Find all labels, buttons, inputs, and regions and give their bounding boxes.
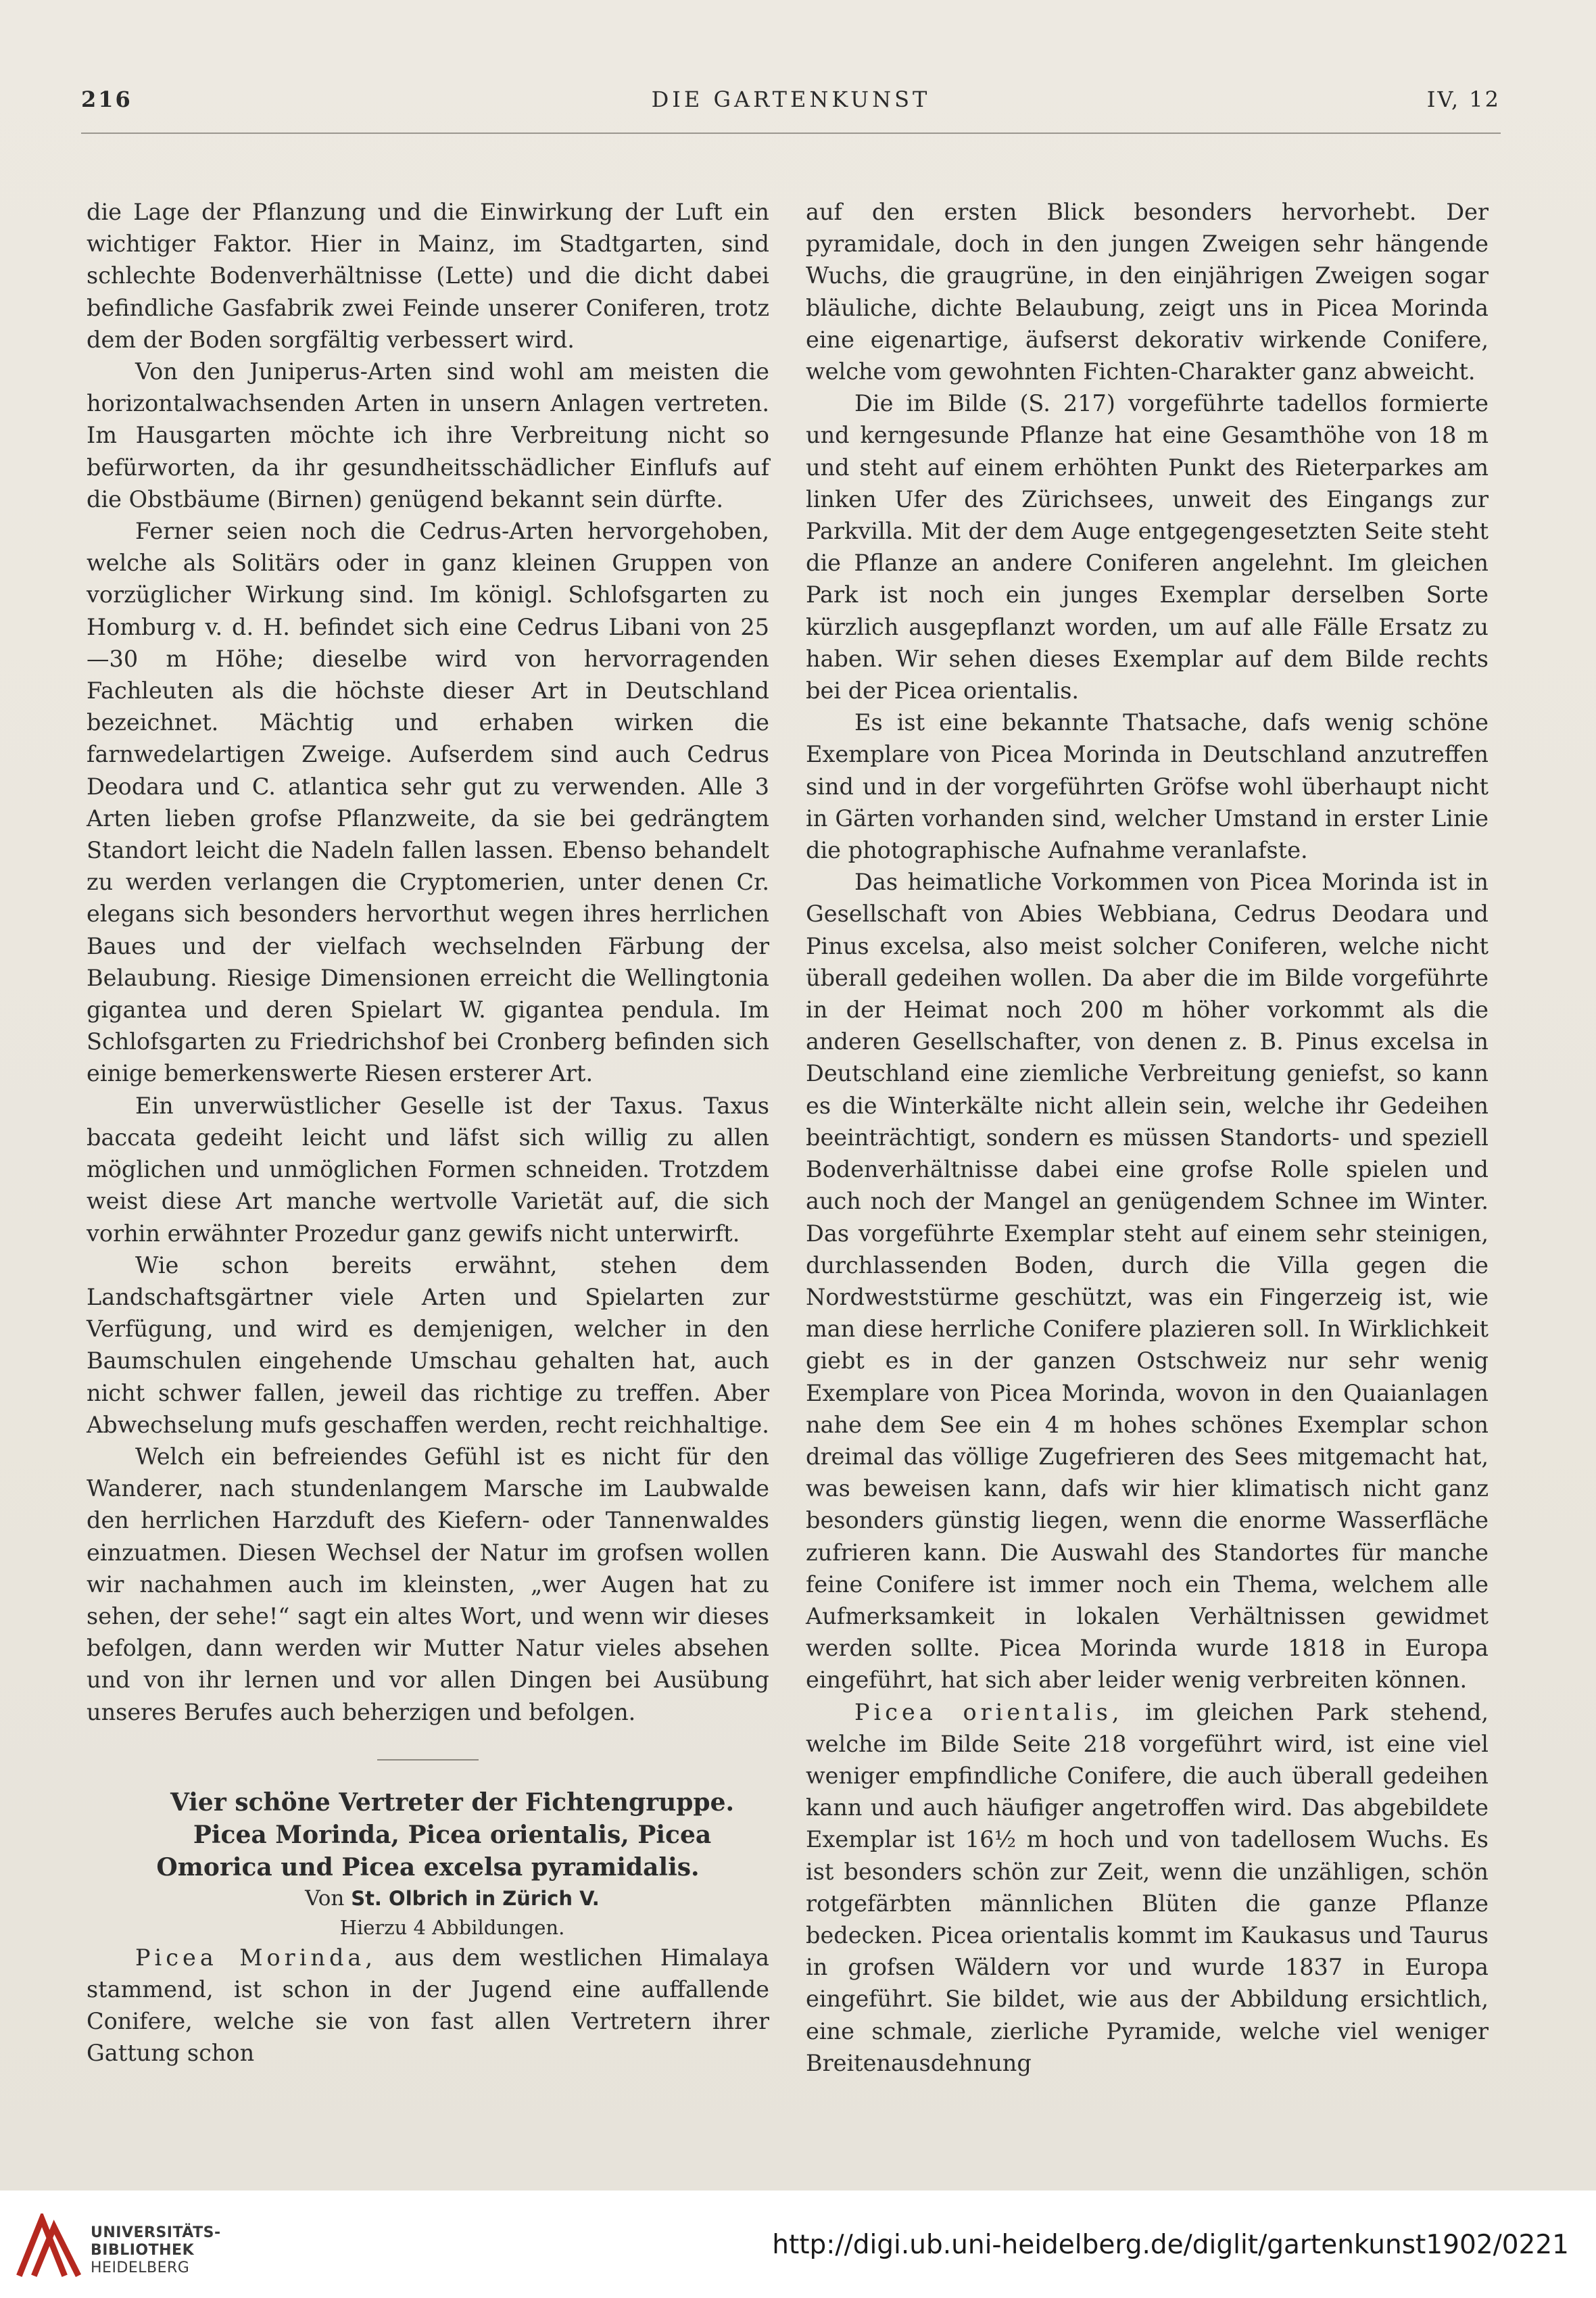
paragraph: Ferner seien noch die Cedrus-Arten hervorgehoben, welche als Solitärs oder in ganz kleinen Gruppen von vorzüglicher Wirkung sind. Im königl. Schlofsgarten zu Homburg v. d. H. befindet sich eine Cedrus Libani von 25—30 m Höhe; dieselbe wird von hervorragenden Fachleuten als die höchste dieser Art in Deutschland bezeichnet. Mächtig und erhaben wirken die farnwedelartigen Zweige. Aufserdem sind auch Cedrus Deodara und C. atlantica sehr gut zu verwenden. Alle 3 Arten lieben grofse Pflanzweite, da sie bei gedrängtem Standort leicht die Nadeln fallen lassen. Ebenso behandelt zu werden verlangen die Cryptomerien, unter denen Cr. elegans sich besonders hervorthut wegen ihres herrlichen Baues und der vielfach wechselnden Färbung der Belaubung. Riesige Dimensionen erreicht die Wellingtonia gigantea und deren Spielart W. gigantea pendula. Im Schlofsgarten zu Friedrichshof bei Cronberg befinden sich einige bemerkenswerte Riesen ersterer Art. xyxy=(87,518,769,1087)
journal-title: DIE GARTENKUNST xyxy=(651,87,931,112)
permalink-url[interactable]: http://digi.ub.uni-heidelberg.de/diglit/gartenkunst1902/0221 xyxy=(772,2230,1569,2260)
author-name: St. Olbrich in Zürich V. xyxy=(351,1886,600,1910)
page-number: 216 xyxy=(81,87,132,112)
illustration-note: Hierzu 4 Abbildungen. xyxy=(339,1915,565,1939)
byline-prefix: Von xyxy=(305,1886,345,1911)
paragraph: Welch ein befreiendes Gefühl ist es nicht für den Wanderer, nach stundenlangem Marsche im Laubwalde den herrlichen Harzduft des Kiefern- oder Tannenwaldes einzuatmen. Diesen Wechsel der Natur im grofsen wollen wir nachahmen auch im kleinsten, „wer Augen hat zu sehen, der sehe!“ sagt ein altes Wort, und wenn wir dieses befolgen, dann werden wir Mutter Natur vieles absehen und von ihr lernen und vor allen Dingen bei Ausübung unseres Berufes auch beherzigen und befolgen. xyxy=(87,1443,769,1725)
section-divider xyxy=(377,1759,479,1761)
university-library-logo-icon xyxy=(15,2213,82,2278)
paragraph-text: aus dem westlichen Himalaya stammend, ist schon in der Jugend eine auffallende Conifere, welche sie von fast allen Vertretern ihrer Gattung schon xyxy=(87,1944,769,2067)
institution-line: HEIDELBERG xyxy=(91,2259,190,2276)
species-name: Picea orientalis, xyxy=(854,1698,1123,1725)
institution-line: BIBLIOTHEK xyxy=(91,2242,195,2259)
species-name: Picea Morinda, xyxy=(135,1944,377,1971)
article-subtitle: Picea Morinda, Picea orientalis, Picea Omorica und Picea excelsa pyramidalis. xyxy=(156,1820,712,1882)
byline xyxy=(87,1884,769,1913)
institution-name xyxy=(91,2224,221,2277)
paragraph: die Lage der Pflanzung und die Einwirkung der Luft ein wichtiger Faktor. Hier in Mainz, im Stadtgarten, sind schlechte Bodenverhältnisse (Lette) und die dicht dabei befindliche Gasfabrik zwei Feinde unserer Coniferen, trotz dem der Boden sorgfältig verbessert wird. xyxy=(87,199,769,353)
paragraph: Von den Juniperus-Arten sind wohl am meisten die horizontalwachsenden Arten in unsern Anlagen vertreten. Im Hausgarten möchte ich ihre Verbreitung nicht so befürworten, da ihr gesundheitsschädlicher Einflufs auf die Obstbäume (Birnen) genügend bekannt sein dürfte. xyxy=(87,358,769,512)
paragraph xyxy=(806,1696,1489,2079)
running-header xyxy=(81,87,1501,127)
article-title: Vier schöne Vertreter der Fichtengruppe. xyxy=(170,1788,735,1817)
library-footer xyxy=(0,2191,1596,2298)
paragraph: Die im Bilde (S. 217) vorgeführte tadellos formierte und kerngesunde Pflanze hat eine Gesamthöhe von 18 m und steht auf einem erhöhten Punkt des Rieterparkes am linken Ufer des Zürichsees, unweit des Eingangs zur Parkvilla. Mit der dem Auge entgegengesetzten Seite steht die Pflanze an andere Coniferen angelehnt. Im gleichen Park ist noch ein junges Exemplar derselben Sorte kürzlich ausgepflanzt worden, um auf alle Fälle Ersatz zu haben. Wir sehen dieses Exemplar auf dem Bilde rechts bei der Picea orientalis. xyxy=(806,390,1489,704)
paragraph: Wie schon bereits erwähnt, stehen dem Landschaftsgärtner viele Arten und Spielarten zur Verfügung, und wird es demjenigen, welcher in den Baumschulen eingehende Umschau gehalten hat, auch nicht schwer fallen, jeweil das richtige zu treffen. Aber Abwechselung mufs geschaffen werden, recht reichhaltige. xyxy=(87,1251,769,1438)
left-column xyxy=(87,196,769,2069)
paragraph: Ein unverwüstlicher Geselle ist der Taxus. Taxus baccata gedeiht leicht und läfst sich willig zu allen möglichen und unmöglichen Formen schneiden. Trotzdem weist diese Art manche wertvolle Varietät auf, die sich vorhin erwähnter Prozedur ganz gewifs nicht unterwirft. xyxy=(87,1092,769,1247)
paragraph: auf den ersten Blick besonders hervorhebt. Der pyramidale, doch in den jungen Zweigen sehr hängende Wuchs, die graugrüne, in den einjährigen Zweigen sogar bläuliche, dichte Belaubung, zeigt uns in Picea Morinda eine eigenartige, äufserst dekorativ wirkende Conifere, welche vom gewohnten Fichten-Charakter ganz abweicht. xyxy=(806,199,1489,385)
paragraph xyxy=(87,1942,769,2069)
paragraph: Es ist eine bekannte Thatsache, dafs wenig schöne Exemplare von Picea Morinda in Deutschland anzutreffen sind und in der vorgeführten Gröfse wohl überhaupt nicht in Gärten vorhanden sind, welcher Umstand in erster Linie die photographische Aufnahme veranlafste. xyxy=(806,709,1489,864)
right-column xyxy=(806,196,1489,2079)
paragraph-text: im gleichen Park stehend, welche im Bilde Seite 218 vorgeführt wird, ist eine viel weniger empfindliche Conifere, die auch überall gedeihen kann und auch häufiger angetroffen wird. Das abgebildete Exemplar ist 16½ m hoch und von tadellosem Wuchs. Es ist besonders schön zur Zeit, wenn die unzähligen, schön rotgefärbten männlichen Blüten die ganze Pflanze bedecken. Picea orientalis kommt im Kaukasus und Taurus in grofsen Wäldern vor und wurde 1837 in Europa eingeführt. Sie bildet, wie aus der Abbildung ersichtlich, eine schmale, zierliche Pyramide, welche viel weniger Breitenausdehnung xyxy=(806,1698,1489,2076)
paragraph: Das heimatliche Vorkommen von Picea Morinda ist in Gesellschaft von Abies Webbiana, Cedrus Deodara und Pinus excelsa, also meist solcher Coniferen, welche nicht überall gedeihen wollen. Da aber die im Bilde vorgeführte in der Heimat noch 200 m höher vorkommt als die anderen Gesellschafter, von denen z. B. Pinus excelsa in Deutschland eine ziemliche Verbreitung geniefst, so kann es die Winterkälte nicht allein sein, welche ihr Gedeihen beeinträchtigt, sondern es müssen Standorts- und speziell Bodenverhältnisse dabei eine grofse Rolle spielen und auch noch der Mangel an genügendem Schnee im Winter. Das vorgeführte Exemplar steht auf einem sehr steinigen, durchlassenden Boden, durch die Villa gegen die Nordweststürme geschützt, was ein Fingerzeig ist, wie man diese herrliche Conifere plazieren soll. In Wirklichkeit giebt es in der ganzen Ostschweiz nur sehr wenig Exemplare von Picea Morinda, wovon in den Quaianlagen nahe dem See ein 4 m hohes schönes Exemplar schon dreimal das völlige Zugefrieren des Sees mitgemacht hat, was beweisen kann, dafs wir hier klimatisch nicht ganz besonders günstig liegen, wenn die enorme Wasserfläche zufrieren kann. Die Auswahl des Standortes für manche feine Conifere ist immer noch ein Thema, welchem alle Aufmerksamkeit in lokalen Verhältnissen gewidmet werden sollte. Picea Morinda wurde 1818 in Europa eingeführt, hat sich aber leider wenig verbreiten können. xyxy=(806,869,1489,1694)
volume-issue: IV, 12 xyxy=(1426,87,1501,112)
institution-line: UNIVERSITÄTS- xyxy=(91,2224,221,2241)
header-divider xyxy=(81,133,1501,134)
